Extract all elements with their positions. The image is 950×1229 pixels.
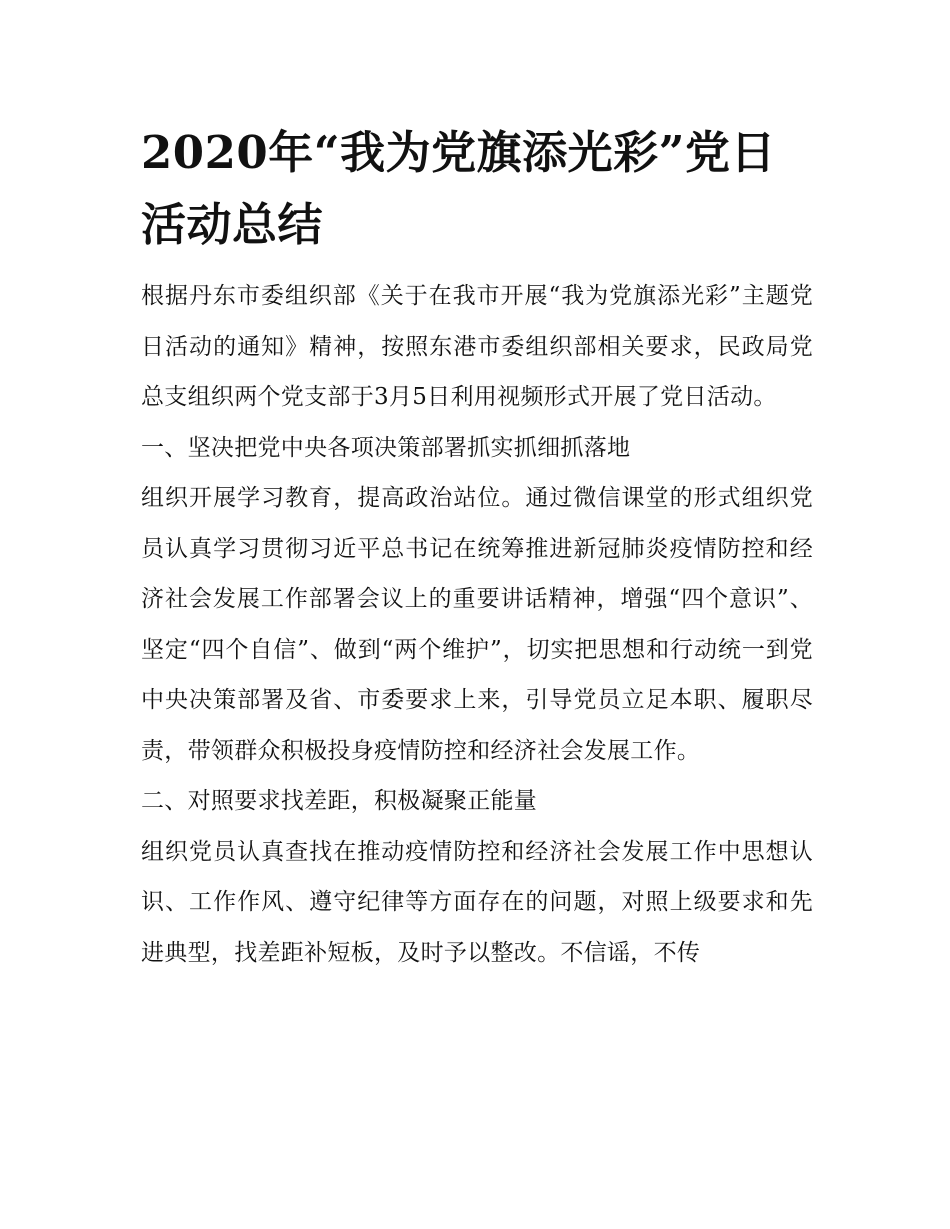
section-heading-2: 二、对照要求找差距，积极凝聚正能量: [141, 788, 538, 814]
section-2-paragraph: 组织党员认真查找在推动疫情防控和经济社会发展工作中思想认识、工作作风、遵守纪律等方面存在的问题，对照上级要求和先进典型，找差距补短板，及时予以整改。不信谣，不传: [141, 838, 813, 966]
intro-paragraph: 根据丹东市委组织部《关于在我市开展“我为党旗添光彩”主题党日活动的通知》精神，按照东港市委组织部相关要求，民政局党总支组织两个党支部于3月5日利用视频形式开展了党日活动。: [141, 283, 813, 410]
document-title: 2020年“我为党旗添光彩”党日活动总结: [141, 126, 777, 251]
document-page: [141, 117, 813, 978]
section-heading-1: 一、坚决把党中央各项决策部署抓实抓细抓落地: [141, 434, 631, 461]
section-1-paragraph: 组织开展学习教育，提高政治站位。通过微信课堂的形式组织党员认真学习贯彻习近平总书记在统筹推进新冠肺炎疫情防控和经济社会发展工作部署会议上的重要讲话精神，增强“四个意识”、坚定“四个自信”、做到“两个维护”，切实把思想和行动统一到党中央决策部署及省、市委要求上来，引导党员立足本职、履职尽责，带领群众积极投身疫情防控和经济社会发展工作。: [141, 485, 813, 764]
